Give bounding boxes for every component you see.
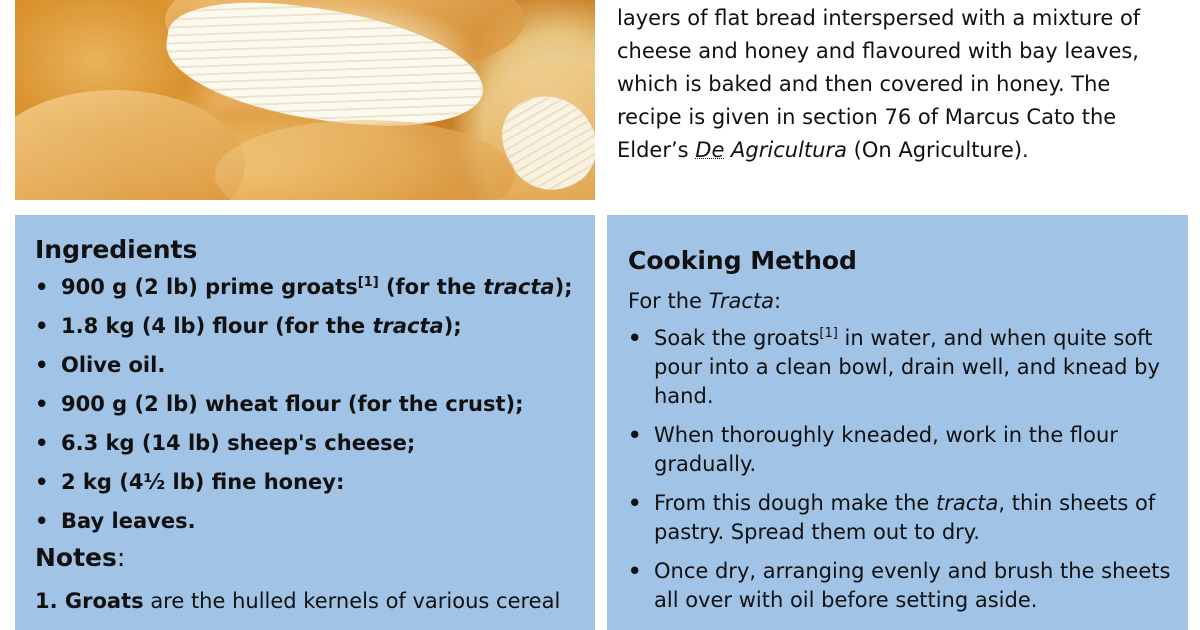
pastry-photo [15, 0, 595, 200]
intro-paragraph [617, 2, 1187, 167]
ingredients-list [35, 273, 595, 535]
book-title-rest: Agricultura [724, 138, 847, 162]
method-step: • Once dry, arranging evenly and brush the sheets all over with oil before setting aside. [628, 557, 1174, 615]
intro-text: Elder’s [617, 138, 696, 162]
intro-line [617, 134, 1187, 167]
ingredient-item: • 2 kg (4½ lb) fine honey: [35, 468, 595, 496]
intro-line: cheese and honey and flavoured with bay leaves, [617, 39, 1139, 63]
ingredient-item: • 1.8 kg (4 lb) flour (for the tracta); [35, 312, 595, 340]
book-title [695, 138, 847, 162]
ingredient-item: • 900 g (2 lb) prime groats[1] (for the tracta); [35, 273, 595, 301]
method-steps [628, 324, 1188, 615]
intro-text: (On Agriculture). [846, 138, 1029, 162]
intro-line: which is baked and then covered in honey. The [617, 72, 1111, 96]
notes-title: Notes: [35, 543, 126, 572]
ingredient-item: • Olive oil. [35, 351, 595, 379]
ingredients-title: Ingredients [35, 235, 198, 264]
book-title-link[interactable]: De [695, 138, 725, 162]
ingredient-item: • 6.3 kg (14 lb) sheep's cheese; [35, 429, 595, 457]
method-step: • Soak the groats[1] in water, and when quite soft pour into a clean bowl, drain well, and knead by hand. [628, 324, 1174, 411]
method-step: • When thoroughly kneaded, work in the flour gradually. [628, 421, 1174, 479]
method-panel [607, 215, 1188, 630]
method-subtitle: For the Tracta: [628, 289, 782, 313]
ingredient-item: • 900 g (2 lb) wheat flour (for the crust); [35, 390, 595, 418]
ingredient-item: • Bay leaves. [35, 507, 595, 535]
method-step: • From this dough make the tracta, thin sheets of pastry. Spread them out to dry. [628, 489, 1174, 547]
ingredients-panel [15, 215, 595, 630]
footnote-ref[interactable]: [1] [819, 326, 838, 341]
intro-line: recipe is given in section 76 of Marcus Cato the [617, 105, 1117, 129]
method-title: Cooking Method [628, 246, 857, 275]
note-item: 1. Groats are the hulled kernels of various cereal [35, 589, 561, 613]
footnote-ref[interactable]: [1] [357, 275, 379, 290]
intro-line: layers of flat bread interspersed with a mixture of [617, 6, 1141, 30]
